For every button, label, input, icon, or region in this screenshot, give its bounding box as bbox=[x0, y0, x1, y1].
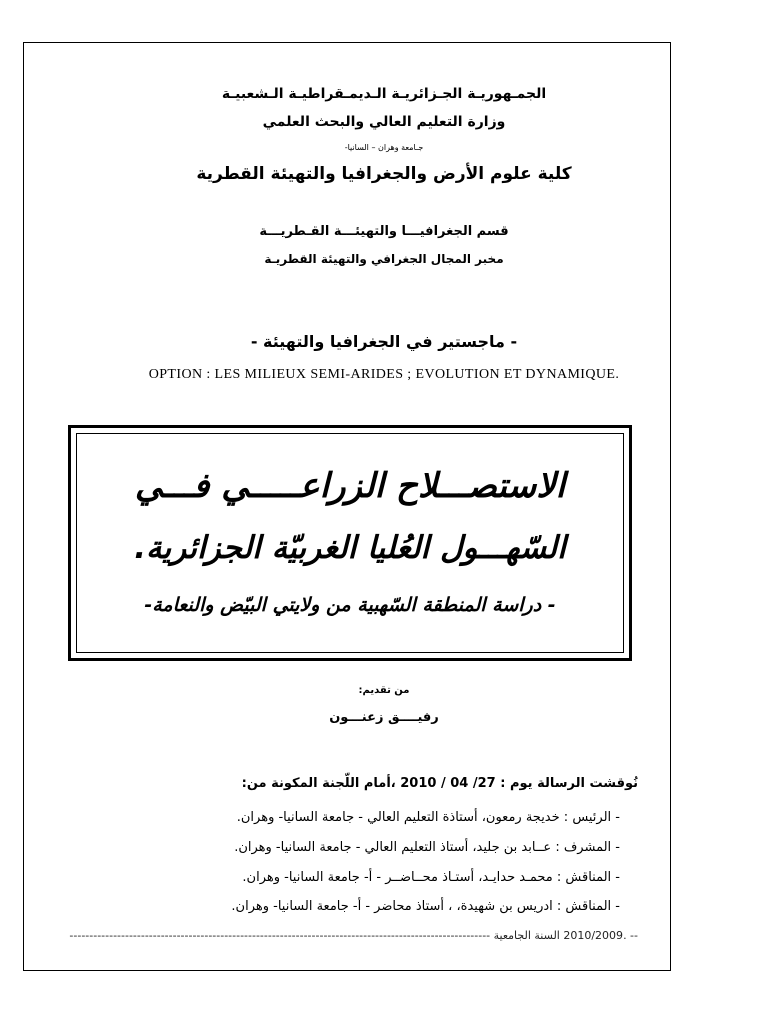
title-box bbox=[68, 425, 632, 661]
republic-name: الجمـهوريـة الجـزائريـة الـديمـقراطيـة الـشعبيـة bbox=[221, 86, 547, 102]
thesis-subtitle: - دراسة المنطقة السّهبية من ولايتي البيّض والنعامة- bbox=[144, 594, 556, 616]
department-name: قسم الجغرافيـــا والتهيئـــة القـطريـــة bbox=[259, 224, 509, 239]
degree-title: - ماجستير في الجغرافيا والتهيئة - bbox=[250, 332, 518, 351]
committee-member: - المشرف : عــابد بن جليد، أستاذ التعليم العالي - جامعة السانيا- وهران. bbox=[234, 840, 620, 855]
author-name: رفيــــق زعنـــون bbox=[329, 710, 439, 725]
committee-member: - المناقش : ادريس بن شهيدة، ، أستاذ محاضر - أ- جامعة السانيا- وهران. bbox=[231, 899, 620, 914]
title-box-inner bbox=[76, 433, 624, 653]
committee-member: - الرئيس : خديجة رمعون، أستاذة التعليم العالي - جامعة السانيا- وهران. bbox=[236, 810, 620, 825]
committee-heading: نُوقشت الرسالة يوم : 27/ 04 / 2010 ،أمام اللّجنة المكونة من: bbox=[241, 776, 638, 791]
thesis-title-line-2: السّهـــول العُليا الغربيّة الجزائرية. bbox=[134, 530, 566, 566]
thesis-title-line-1: الاستصـــلاح الزراعـــــي فـــي bbox=[134, 466, 566, 506]
academic-year: -- .2010/2009 السنة الجامعية ---------------------------------------------------------------------------------------------------------- bbox=[69, 929, 638, 942]
faculty-name: كلية علوم الأرض والجغرافيا والتهيئة القطرية bbox=[196, 164, 572, 184]
committee-member: - المناقش : محمـد حدايـد، أستـاذ محــاضــر - أ- جامعة السانيا- وهران. bbox=[242, 870, 620, 885]
option-line: OPTION : LES MILIEUX SEMI-ARIDES ; EVOLUTION ET DYNAMIQUE. bbox=[148, 367, 620, 382]
university-name: جـامعة وهران – السانيا- bbox=[344, 143, 424, 152]
presented-by-label: من تقديم: bbox=[358, 685, 410, 696]
laboratory-name: مخبر المجال الجغرافي والتهيئة القطريـة bbox=[264, 252, 504, 266]
ministry-name: وزارة التعليم العالي والبحث العلمي bbox=[262, 114, 506, 130]
